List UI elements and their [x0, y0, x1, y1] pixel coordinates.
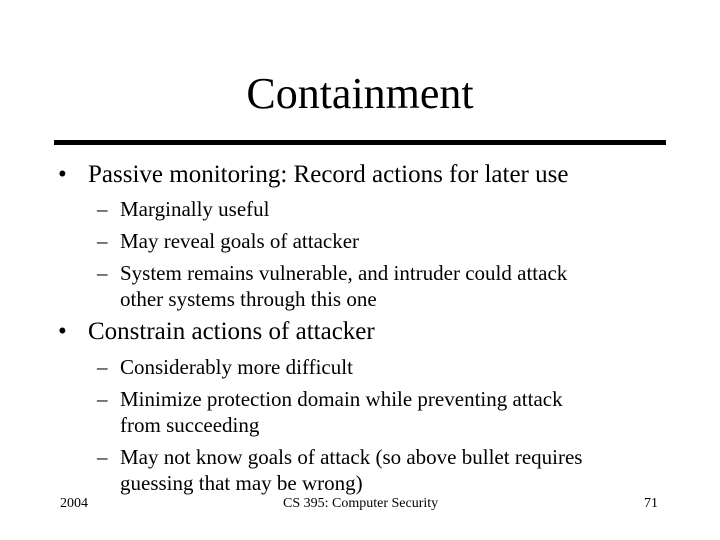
title-divider [54, 140, 666, 145]
subitem-marker: – [97, 445, 108, 469]
subitem-text: Minimize protection domain while preventing attack [120, 387, 563, 411]
slide-title: Containment [246, 69, 474, 118]
subitem-continuation: guessing that may be wrong) [120, 471, 363, 495]
subitem-continuation: other systems through this one [120, 287, 377, 311]
bullet-marker: • [58, 161, 67, 188]
bullet-text: Passive monitoring: Record actions for later use [88, 161, 569, 188]
subitem-marker: – [97, 261, 108, 285]
bullet-text: Constrain actions of attacker [88, 318, 375, 345]
footer-year: 2004 [60, 496, 88, 511]
subitem-continuation: from succeeding [120, 413, 260, 437]
subitem-text: May not know goals of attack (so above bullet requires [120, 445, 583, 469]
subitem-text: Considerably more difficult [120, 355, 353, 379]
subitem-marker: – [97, 229, 108, 253]
subitem-marker: – [97, 197, 108, 221]
subitem-marker: – [97, 387, 108, 411]
footer-page-number: 71 [644, 496, 658, 511]
subitem-marker: – [97, 355, 108, 379]
bullet-marker: • [58, 318, 67, 345]
footer-course: CS 395: Computer Security [283, 496, 439, 511]
subitem-text: May reveal goals of attacker [120, 229, 360, 253]
subitem-text: Marginally useful [120, 197, 270, 221]
subitem-text: System remains vulnerable, and intruder could attack [120, 261, 568, 285]
